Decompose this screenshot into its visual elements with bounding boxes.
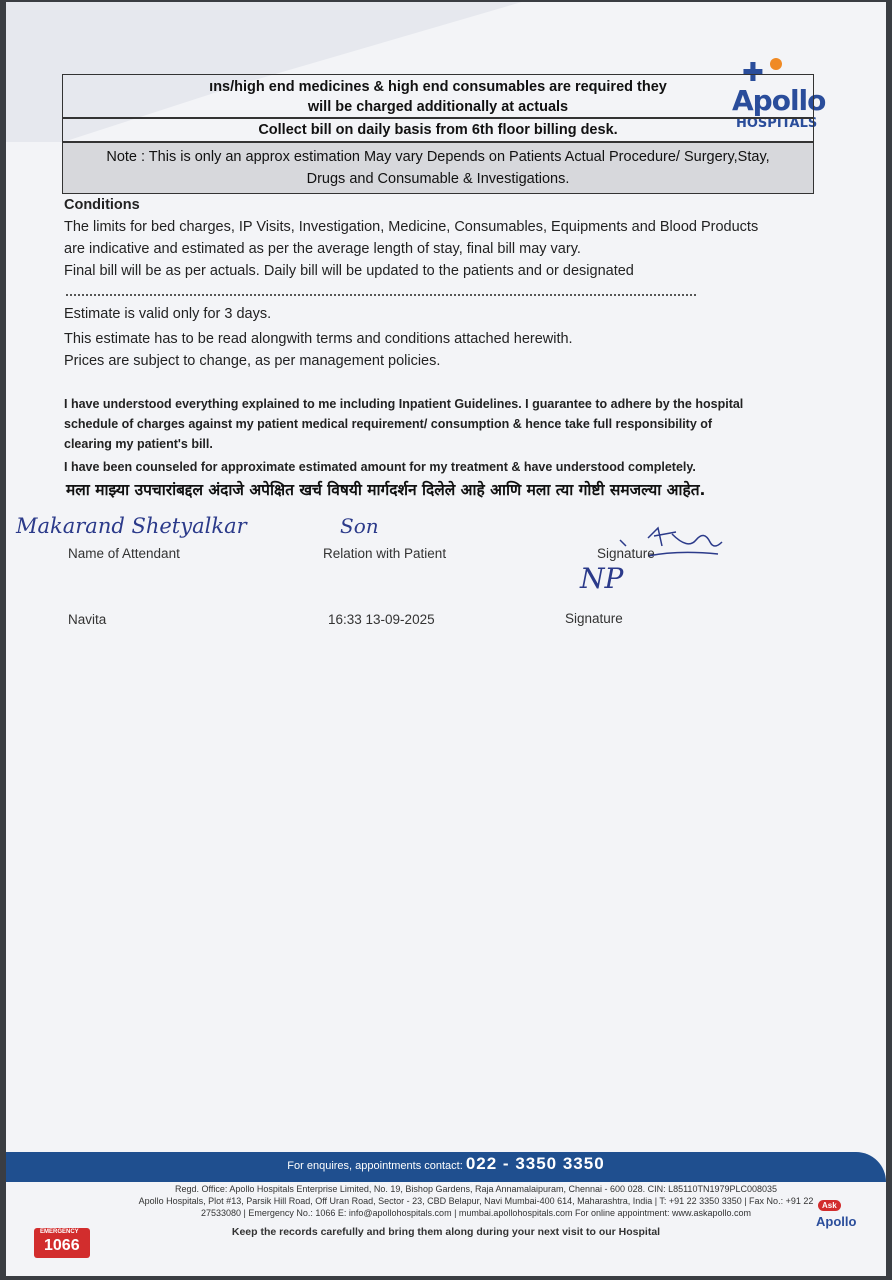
- ask-apollo-logo: [814, 1200, 864, 1240]
- signature-label: Signature: [597, 546, 655, 561]
- ask-label: Ask: [818, 1200, 841, 1211]
- condition-line-3: Final bill will be as per actuals. Daily bill will be updated to the patients and or designated: [64, 263, 634, 279]
- charges-line-2: will be charged additionally at actuals: [307, 99, 569, 115]
- apollo-logo-mark-icon: ✚: [742, 58, 764, 88]
- emergency-number: 1066: [44, 1237, 80, 1254]
- estimate-note-line-2: Drugs and Consumable & Investigations.: [306, 171, 570, 187]
- declaration-line-3: clearing my patient's bill.: [64, 437, 213, 451]
- staff-name: Navita: [68, 612, 107, 627]
- regd-office-line-2: Apollo Hospitals, Plot #13, Parsik Hill Road, Off Uran Road, Sector - 23, CBD Belapur, Navi Mumbai-400 614, Maharashtra, India | T: +91 22 3350 3350 | Fax No.: +91 22: [138, 1196, 814, 1206]
- condition-line-5: This estimate has to be read alongwith terms and conditions attached herewith.: [64, 331, 573, 347]
- dotted-divider: [66, 294, 696, 296]
- attendant-name-handwritten: Makarand Shetyalkar: [16, 514, 247, 538]
- logo-name: Apollo: [732, 84, 826, 117]
- contact-prefix: For enquires, appointments contact:: [287, 1160, 463, 1172]
- condition-line-1: The limits for bed charges, IP Visits, Investigation, Medicine, Consumables, Equipments and Blood Products: [64, 219, 759, 235]
- document-page: [6, 2, 886, 1276]
- ask-apollo-name: Apollo: [816, 1214, 857, 1229]
- estimate-datetime: 16:33 13-09-2025: [328, 612, 435, 627]
- logo-sub: HOSPITALS: [736, 116, 818, 131]
- regd-office-line-3: 27533080 | Emergency No.: 1066 E: info@apollohospitals.com | mumbai.apollohospitals.com For online appointment: www.askapollo.com: [200, 1208, 752, 1218]
- marathi-declaration: मला माझ्या उपचारांबद्दल अंदाजे अपेक्षित खर्च विषयी मार्गदर्शन दिलेले आहे आणि मला त्या गोष्टी समजल्या आहेत.: [66, 481, 706, 499]
- declaration-line-2: schedule of charges against my patient medical requirement/ consumption & hence take full responsibility of: [64, 417, 713, 431]
- apollo-logo-dot-icon: [770, 58, 782, 70]
- footer-contact: [6, 1154, 886, 1174]
- condition-line-6: Prices are subject to change, as per management policies.: [64, 353, 441, 369]
- emergency-badge: [34, 1228, 90, 1258]
- page-footer: [6, 1140, 886, 1276]
- condition-line-4: Estimate is valid only for 3 days.: [64, 306, 272, 322]
- attendant-name-label: Name of Attendant: [68, 546, 180, 561]
- estimate-note-line-1: Note : This is only an approx estimation May vary Depends on Patients Actual Procedure/ Surgery,Stay,: [106, 149, 770, 165]
- staff-signature-label: Signature: [565, 611, 623, 626]
- charges-line-1: ıns/high end medicines & high end consumables are required they: [209, 79, 667, 95]
- regd-office-line-1: Regd. Office: Apollo Hospitals Enterprise Limited, No. 19, Bishop Gardens, Raja Annamalaipuram, Chennai - 600 028. CIN: L85110TN1979PLC008035: [174, 1184, 778, 1194]
- relation-handwritten: Son: [340, 514, 379, 538]
- condition-line-2: are indicative and estimated as per the average length of stay, final bill may vary.: [64, 241, 581, 257]
- keep-records-note: Keep the records carefully and bring them along during your next visit to our Hospital: [231, 1226, 661, 1238]
- declaration-line-1: I have understood everything explained to me including Inpatient Guidelines. I guarantee to adhere by the hospital: [64, 397, 744, 411]
- billing-desk-note: Collect bill on daily basis from 6th floor billing desk.: [62, 118, 814, 142]
- declaration-line-4: I have been counseled for approximate estimated amount for my treatment & have understood completely.: [64, 460, 696, 474]
- conditions-heading: Conditions: [64, 197, 140, 213]
- emergency-label: EMERGENCY: [40, 1229, 79, 1235]
- charges-note-box: [62, 74, 814, 118]
- staff-initials: NP: [580, 562, 624, 595]
- contact-phone: 022 - 3350 3350: [465, 1154, 605, 1173]
- relation-label: Relation with Patient: [323, 546, 447, 561]
- estimate-note-box: [62, 142, 814, 194]
